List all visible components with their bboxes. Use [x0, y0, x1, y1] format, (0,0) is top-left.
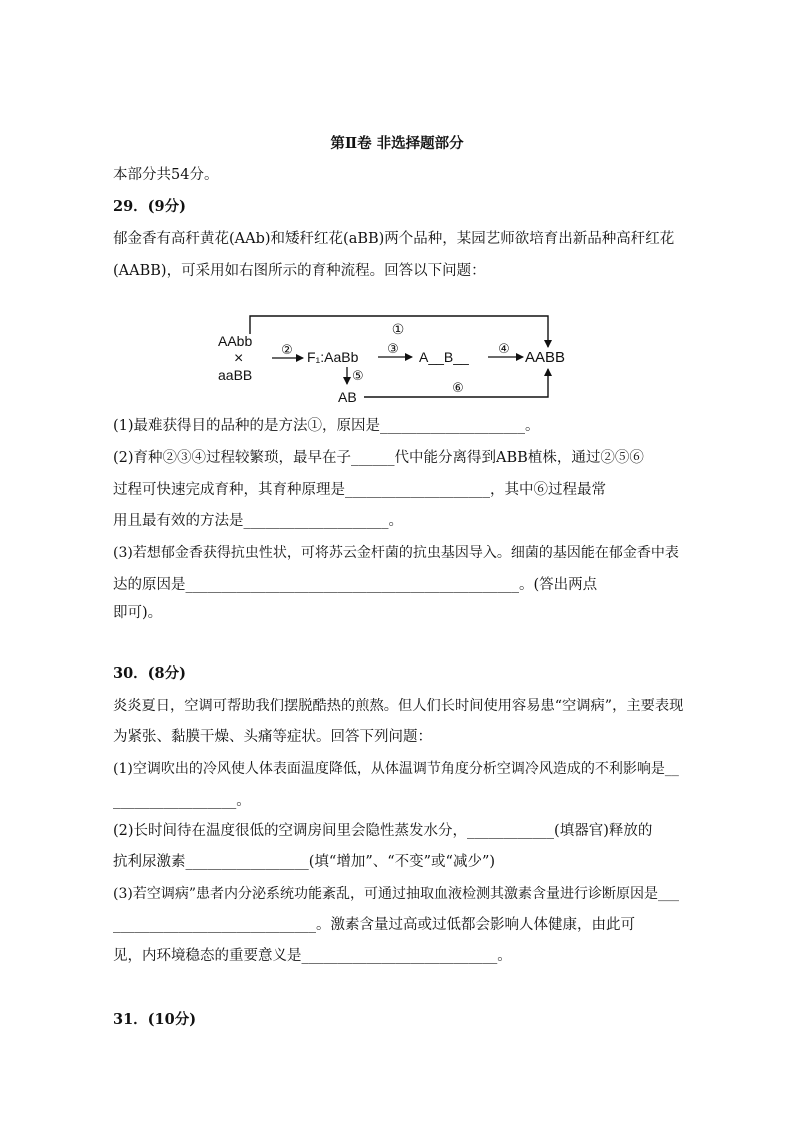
q29-part-1: (1)最难获得目的品种的是方法①，原因是____________________。 [113, 418, 540, 434]
step-5-label: ⑤ [352, 368, 364, 383]
breeding-flow-diagram [212, 312, 592, 404]
cross-symbol: × [234, 350, 244, 367]
step-2-label: ② [281, 342, 293, 357]
q29-part-3-line-2: 达的原因是______________________________________________。(答出两点 [113, 577, 598, 593]
q30-part-2-line-1: (2)长时间待在温度很低的空调房间里会隐性蒸发水分，____________(填器官)释放的 [113, 823, 653, 839]
q30-stem-line-2: 为紧张、黏膜干燥、头痛等症状。回答下列问题： [113, 729, 432, 745]
q30-part-3-line-2: ____________________________。激素含量过高或过低都会影响人体健康，由此可 [113, 917, 635, 933]
q29-header: 29．(9分) [113, 198, 186, 215]
q30-part-1-line-1: (1)空调吹出的冷风使人体表面温度降低，从体温调节角度分析空调冷风造成的不利影响是__ [113, 761, 679, 777]
q30-part-3-line-1: (3)若空调病”患者内分泌系统功能紊乱，可通过抽取血液检测其激素含量进行诊断原因是___ [113, 886, 679, 902]
q29-part-3-line-3: 即可)。 [113, 605, 163, 621]
q30-part-2-line-2: 抗利尿激素_________________(填“增加”、“不变”或“减少”) [113, 854, 496, 870]
step-6-label: ⑥ [452, 380, 464, 395]
section-intro: 本部分共54分。 [113, 167, 219, 183]
q29-part-2-line-3: 用且最有效的方法是____________________。 [113, 513, 403, 529]
target-genotype: AABB [525, 349, 566, 366]
q29-part-3-line-1: (3)若想郁金香获得抗虫性状，可将苏云金杆菌的抗虫基因导入。细菌的基因能在郁金香中表 [113, 545, 679, 561]
q29-stem-line-1: 郁金香有高秆黄花(AAb)和矮秆红花(aBB)两个品种，某园艺师欲培育出新品种高秆红花 [113, 231, 675, 247]
q31-header: 31．(10分) [113, 1011, 197, 1028]
step-3-label: ③ [387, 341, 399, 356]
q29-stem-line-2: (AABB)，可采用如右图所示的育种流程。回答以下问题： [113, 263, 486, 279]
haploid-genotype: AB [338, 389, 357, 404]
q30-header: 30．(8分) [113, 665, 186, 682]
q30-stem-line-1: 炎炎夏日，空调可帮助我们摆脱酷热的煎熬。但人们长时间使用容易患“空调病”，主要表现 [113, 698, 684, 714]
intermediate-genotype: A__B__ [419, 349, 469, 365]
q29-part-2-line-1: (2)育种②③④过程较繁琐，最早在子______代中能分离得到ABB植株，通过②⑤⑥ [113, 450, 644, 466]
parent-2: aaBB [218, 367, 253, 383]
step-4-label: ④ [498, 341, 510, 356]
section-title: 第Ⅱ卷 非选择题部分 [330, 135, 464, 152]
parent-1: AAbb [218, 333, 253, 349]
q29-part-2-line-2: 过程可快速完成育种，其育种原理是____________________，其中⑥过程最常 [113, 482, 606, 498]
f1-genotype: F₁:AaBb [307, 349, 359, 365]
q30-part-1-line-2: _________________。 [113, 793, 251, 809]
q30-part-3-line-3: 见，内环境稳态的重要意义是___________________________。 [113, 948, 512, 964]
step-1-label: ① [391, 321, 405, 337]
